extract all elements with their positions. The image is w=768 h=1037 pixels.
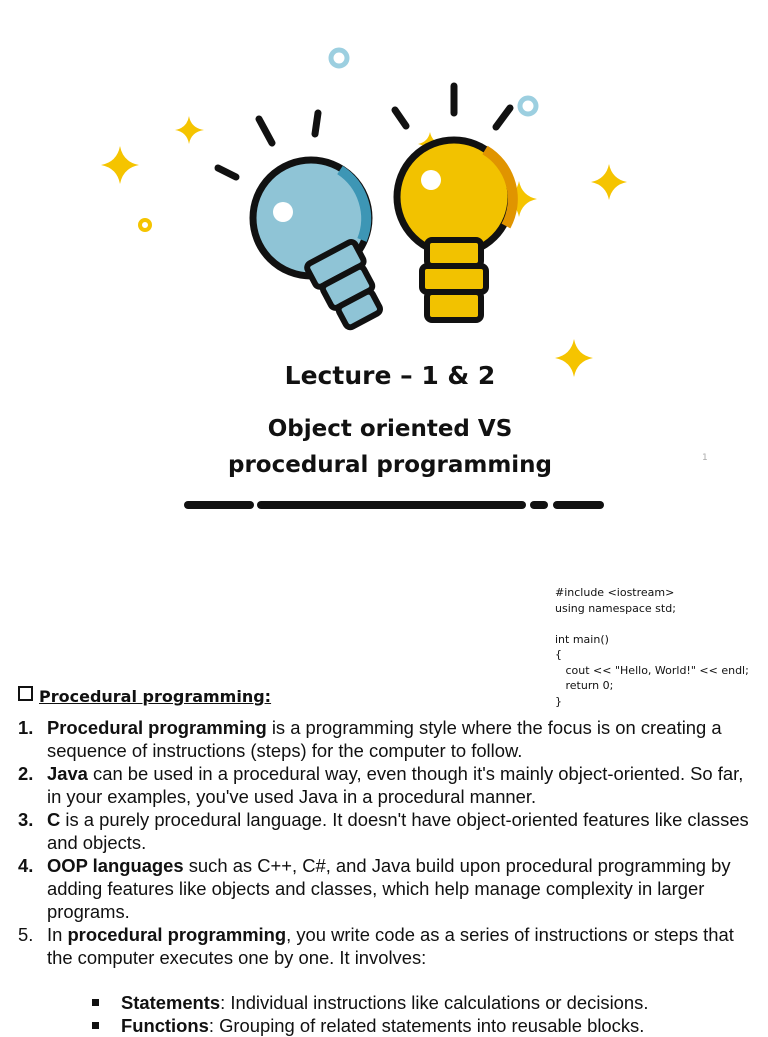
square-bullet-icon [92, 999, 99, 1006]
list-item-bold: procedural programming [67, 924, 287, 945]
list-item [18, 762, 758, 808]
list-item-bold: OOP languages [47, 855, 184, 876]
section-heading-text: Procedural programming: [39, 687, 272, 706]
sub-item-text: : Grouping of related statements into reusable blocks. [208, 1015, 645, 1036]
subtitle-line-1: Object oriented VS [267, 416, 513, 442]
list-item-prefix: In [47, 924, 68, 945]
list-number: 2. [18, 763, 34, 784]
list-item-text: is a programming style where the focus is on creating a sequence of instructions (steps) for the computer to follow. [47, 717, 722, 761]
list-item [18, 923, 758, 969]
list-item-bold: Java [47, 763, 88, 784]
list-item [18, 716, 758, 762]
lecture-title: Lecture – 1 & 2 [284, 361, 496, 390]
subtitle-line-2: procedural programming [227, 452, 553, 478]
checkbox-bullet-icon [18, 686, 33, 701]
sub-list-item [18, 991, 758, 1014]
sub-item-text: : Individual instructions like calculations or decisions. [220, 992, 649, 1013]
list-number: 3. [18, 809, 34, 830]
section-heading [18, 686, 271, 706]
list-item-text: is a purely procedural language. It doesn't have object-oriented features like classes and objects. [47, 809, 749, 853]
list-item-bold: C [47, 809, 61, 830]
code-snippet: #include <iostream> using namespace std; int main() { cout << "Hello, World!" << endl; return 0; } [555, 586, 749, 708]
lecture-subtitle [0, 411, 768, 483]
blue-lightbulb-icon [253, 160, 389, 333]
square-bullet-icon [92, 1022, 99, 1029]
yellow-lightbulb-icon [397, 140, 513, 320]
list-item [18, 808, 758, 854]
list-number: 4. [18, 855, 34, 876]
list-item [18, 854, 758, 923]
list-number: 1. [18, 717, 34, 738]
list-item-bold: Procedural programming [47, 717, 267, 738]
page-number: 1 [702, 453, 708, 463]
sub-list-item [18, 1014, 758, 1037]
list-item-text: can be used in a procedural way, even though it's mainly object-oriented. So far, in your examples, you've used Java in a procedural manner. [47, 763, 744, 807]
list-number: 5. [18, 924, 34, 945]
sub-item-bold: Functions [121, 1015, 209, 1036]
sub-item-bold: Statements [121, 992, 221, 1013]
list-item-text: such as C++, C#, and Java build upon procedural programming by adding features like objects and classes, which help manage complexity in larger programs. [47, 855, 731, 922]
list-item-text: , you write code as a series of instructions or steps that the computer executes one by one. It involves: [47, 924, 734, 968]
procedural-list [18, 716, 758, 1037]
